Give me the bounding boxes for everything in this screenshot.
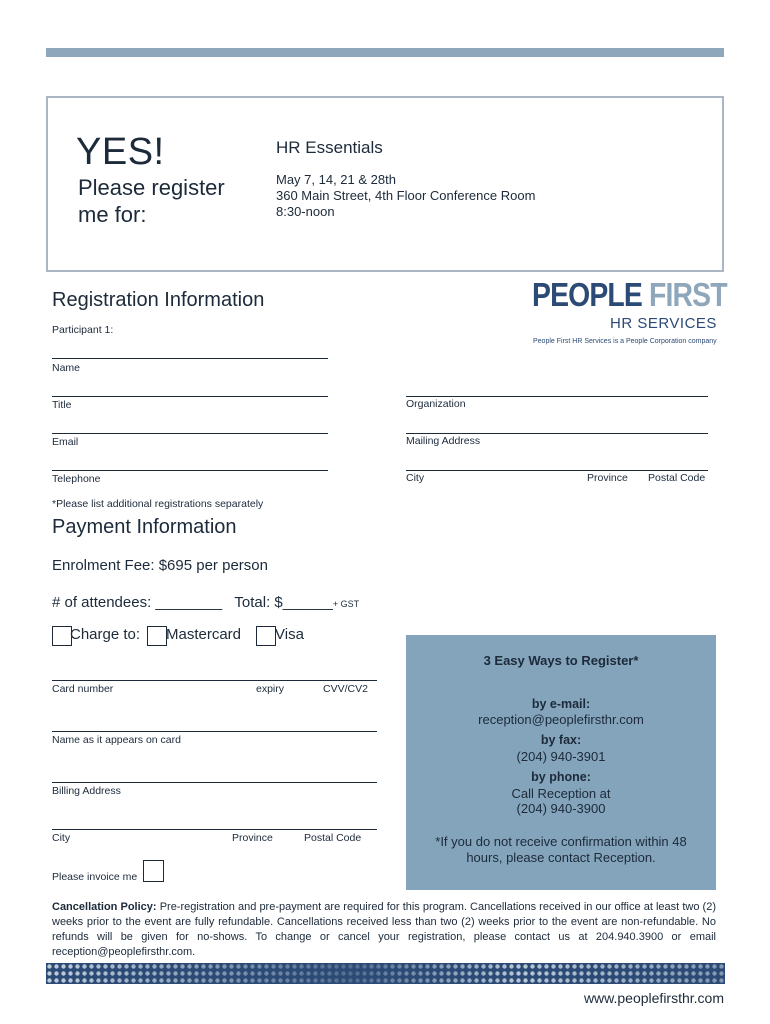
mailing-address-label: Mailing Address bbox=[406, 435, 481, 447]
mailing-address-field[interactable] bbox=[406, 433, 708, 434]
expiry-label: expiry bbox=[256, 683, 285, 695]
policy-text: Pre-registration and pre-payment are required for this program. Cancellations received in our office at least two (2) weeks prior to the event are fully refundable. Cancellations received less than two (2) weeks prior to the event are non-refundable. No refunds will be given for no-shows. To change or cancel your registration, please contact us at 204.940.3900 or email reception@peoplefirsthr.com. bbox=[52, 901, 716, 958]
payment-heading: Payment Information bbox=[52, 516, 237, 538]
company-logo bbox=[532, 276, 727, 314]
course-details bbox=[276, 172, 535, 220]
postal-code-label: Postal Code bbox=[648, 472, 706, 484]
billing-postal-code-label: Postal Code bbox=[304, 832, 362, 844]
mastercard-checkbox[interactable] bbox=[147, 626, 167, 646]
policy-label: Cancellation Policy: bbox=[52, 901, 157, 913]
billing-address-field[interactable] bbox=[52, 782, 377, 783]
decorative-dot-bar bbox=[46, 963, 725, 984]
billing-province-label: Province bbox=[232, 832, 273, 844]
email-field[interactable] bbox=[52, 433, 328, 434]
top-accent-bar bbox=[46, 48, 724, 57]
gst-label: + GST bbox=[332, 599, 360, 609]
telephone-label: Telephone bbox=[52, 473, 101, 485]
name-field[interactable] bbox=[52, 358, 328, 359]
cancellation-policy bbox=[52, 900, 716, 960]
card-number-label: Card number bbox=[52, 683, 114, 695]
province-label: Province bbox=[587, 472, 628, 484]
enrolment-fee: Enrolment Fee: $695 per person bbox=[52, 557, 268, 574]
course-title: HR Essentials bbox=[276, 138, 383, 157]
course-time: 8:30-noon bbox=[276, 204, 335, 219]
organization-label: Organization bbox=[406, 398, 466, 410]
name-label: Name bbox=[52, 362, 81, 374]
charge-to-checkbox[interactable] bbox=[52, 626, 72, 646]
city-label: City bbox=[406, 472, 425, 484]
billing-address-label: Billing Address bbox=[52, 785, 121, 797]
invoice-label: Please invoice me bbox=[52, 871, 138, 883]
ways-to-register-box bbox=[406, 635, 716, 890]
title-label: Title bbox=[52, 399, 72, 411]
visa-label: Visa bbox=[275, 626, 304, 643]
registration-email[interactable]: reception@peoplefirsthr.com bbox=[478, 712, 644, 727]
website-url[interactable]: www.peoplefirsthr.com bbox=[583, 990, 724, 1006]
registration-phone: (204) 940-3900 bbox=[516, 801, 606, 816]
logo-subtitle: HR SERVICES bbox=[610, 315, 717, 332]
registration-fax: (204) 940-3901 bbox=[516, 749, 606, 764]
logo-word-people: PEOPLE bbox=[532, 276, 642, 313]
register-prompt: Please register me for: bbox=[78, 175, 225, 227]
dot-pattern bbox=[46, 963, 725, 984]
additional-registrations-note: *Please list additional registrations separately bbox=[52, 498, 264, 510]
telephone-field[interactable] bbox=[52, 470, 328, 471]
course-dates: May 7, 14, 21 & 28th bbox=[276, 172, 396, 187]
name-on-card-field[interactable] bbox=[52, 731, 377, 732]
confirmation-note: *If you do not receive confirmation within 48 hours, please contact Reception. bbox=[435, 834, 687, 865]
billing-city-label: City bbox=[52, 832, 71, 844]
attendees-total-row bbox=[52, 594, 359, 611]
attendees-field[interactable]: # of attendees: ________ bbox=[52, 594, 223, 611]
logo-tagline: People First HR Services is a People Corporation company bbox=[533, 338, 717, 345]
phone-method-label: by phone: bbox=[531, 770, 591, 784]
ways-title: 3 Easy Ways to Register* bbox=[483, 653, 639, 668]
phone-line-1: Call Reception at bbox=[511, 786, 611, 801]
fax-method-label: by fax: bbox=[540, 733, 582, 747]
city-province-postal-field[interactable] bbox=[406, 470, 708, 471]
cvv-label: CVV/CV2 bbox=[323, 683, 368, 695]
course-location: 360 Main Street, 4th Floor Conference Room bbox=[276, 188, 536, 203]
mastercard-label: Mastercard bbox=[166, 626, 242, 643]
organization-field[interactable] bbox=[406, 396, 708, 397]
logo-word-first: FIRST bbox=[649, 276, 727, 313]
invoice-checkbox[interactable] bbox=[143, 860, 164, 882]
email-label: Email bbox=[52, 436, 79, 448]
visa-checkbox[interactable] bbox=[256, 626, 276, 646]
name-on-card-label: Name as it appears on card bbox=[52, 734, 181, 746]
billing-city-field[interactable] bbox=[52, 829, 377, 830]
registration-heading: Registration Information bbox=[52, 289, 265, 311]
charge-to-label: Charge to: bbox=[70, 626, 141, 643]
yes-heading: YES! bbox=[76, 131, 165, 173]
email-method-label: by e-mail: bbox=[531, 697, 591, 711]
card-number-field[interactable] bbox=[52, 680, 377, 681]
participant-label: Participant 1: bbox=[52, 324, 114, 336]
total-field[interactable]: Total: $______ bbox=[234, 594, 333, 611]
title-field[interactable] bbox=[52, 396, 328, 397]
